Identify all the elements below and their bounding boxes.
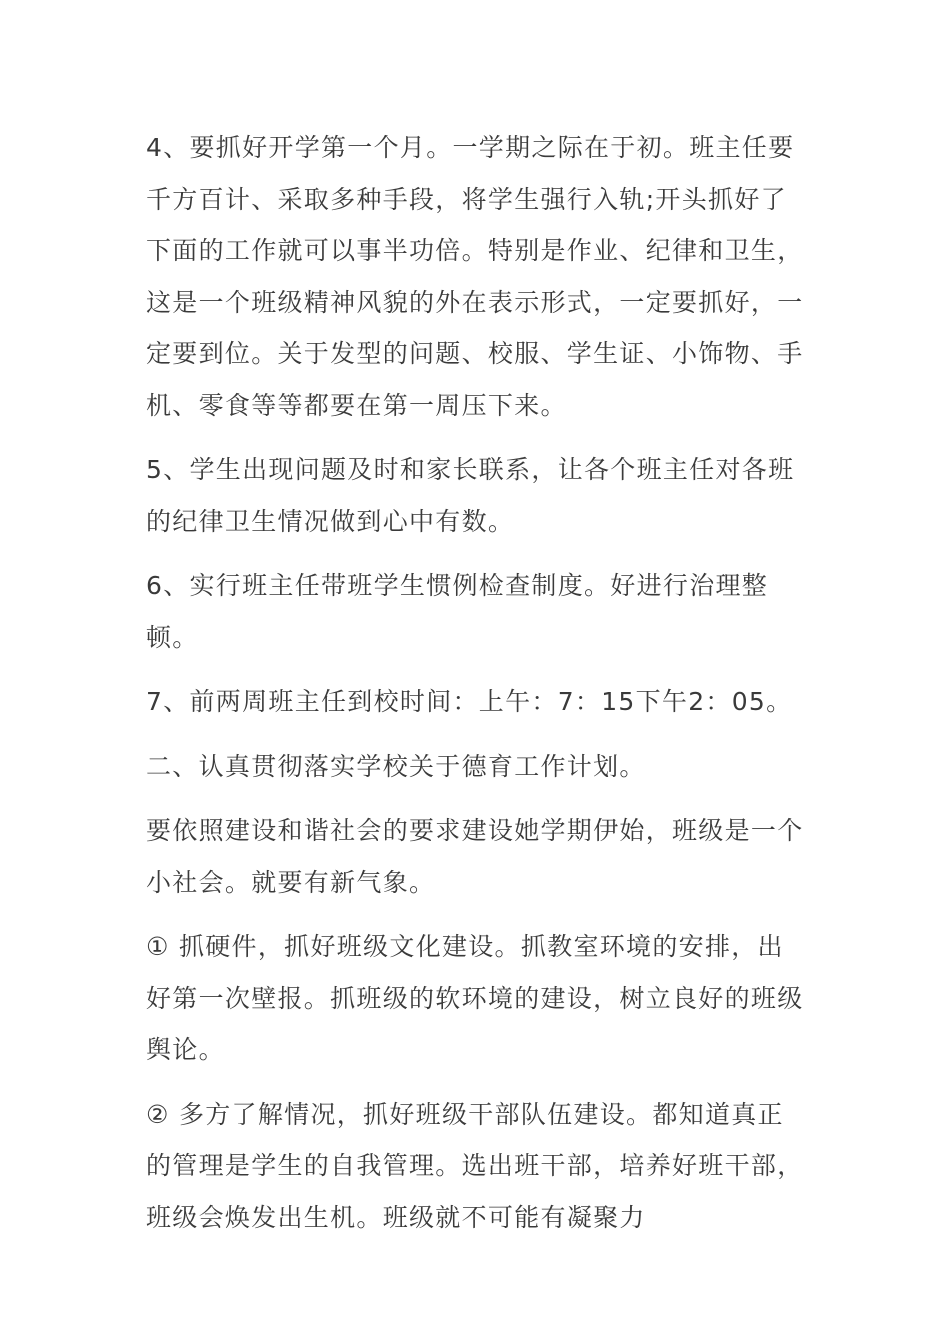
paragraph-item-7: 7、前两周班主任到校时间：上午：7：15下午2：05。 <box>146 687 793 716</box>
paragraph-item-6: 6、实行班主任带班学生惯例检查制度。好进行治理整顿。 <box>146 571 769 652</box>
section-heading-2: 二、认真贯彻落实学校关于德育工作计划。 <box>146 751 646 781</box>
section-intro-paragraph: 要依照建设和谐社会的要求建设她学期伊始，班级是一个小社会。就要有新气象。 <box>146 816 804 897</box>
paragraph-item-4: 4、要抓好开学第一个月。一学期之际在于初。班主任要千方百计、采取多种手段，将学生强行入轨;开头抓好了下面的工作就可以事半功倍。特别是作业、纪律和卫生，这是一个班级精神风貌的外在表示形式，一定要抓好，一定要到位。关于发型的问题、校服、学生证、小饰物、手机、零食等等都要在第一周压下来。 <box>146 133 804 420</box>
paragraph-item-5: 5、学生出现问题及时和家长联系，让各个班主任对各班的纪律卫生情况做到心中有数。 <box>146 455 795 536</box>
document-body <box>146 122 806 1256</box>
paragraph-item-circled-1: ① 抓硬件，抓好班级文化建设。抓教室环境的安排，出好第一次壁报。抓班级的软环境的建设，树立良好的班级舆论。 <box>146 932 804 1064</box>
paragraph-item-circled-2: ② 多方了解情况，抓好班级干部队伍建设。都知道真正的管理是学生的自我管理。选出班干部，培养好班干部，班级会焕发出生机。班级就不可能有凝聚力 <box>146 1099 804 1232</box>
